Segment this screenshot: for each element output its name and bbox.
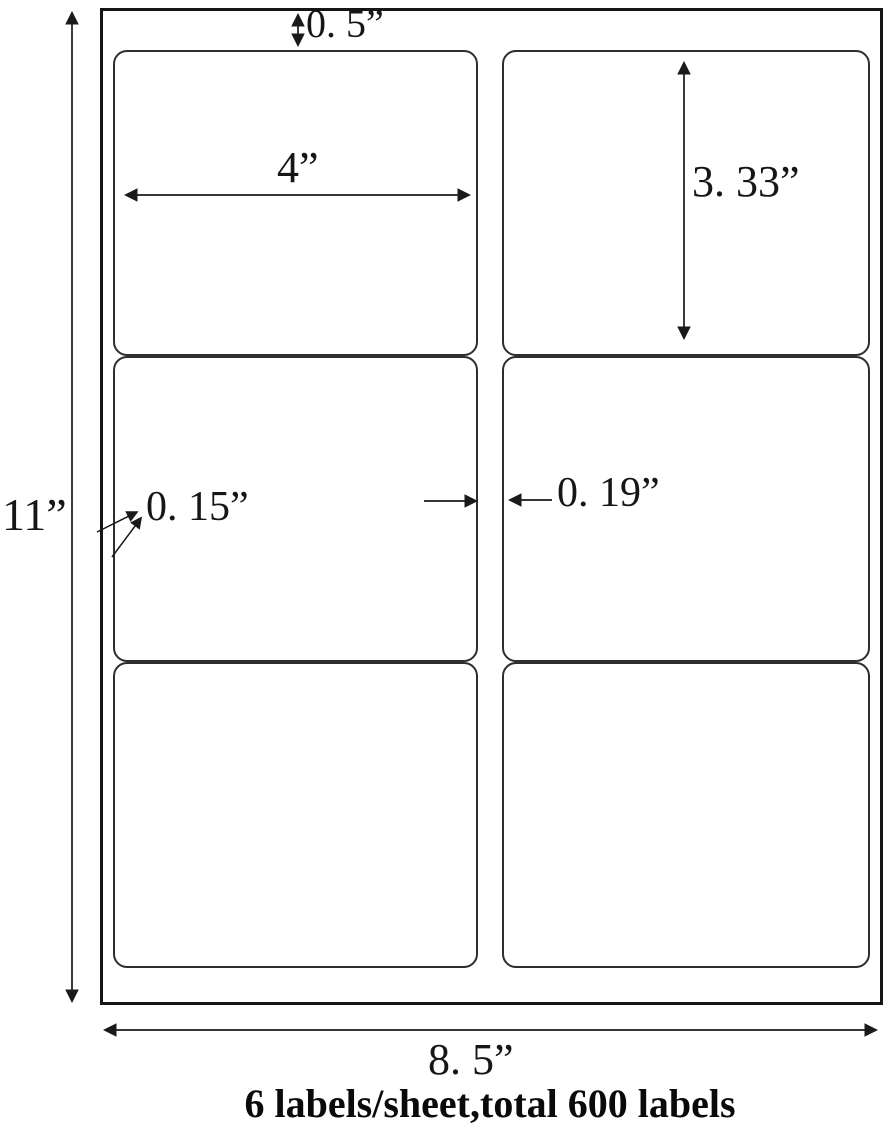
label-cell-r3c2 — [502, 662, 870, 968]
top-margin-value: 0. 5” — [306, 1, 384, 46]
caption: 6 labels/sheet,total 600 labels — [244, 1081, 736, 1126]
label-height-value: 3. 33” — [692, 157, 800, 206]
column-gap-value: 0. 19” — [557, 470, 660, 516]
label-cell-r1c1 — [113, 50, 478, 356]
label-cell-r3c1 — [113, 662, 478, 968]
label-cell-r1c2 — [502, 50, 870, 356]
sheet-height-value: 11” — [2, 489, 67, 540]
sheet-width-value: 8. 5” — [428, 1035, 514, 1084]
label-width-value: 4” — [277, 143, 319, 192]
side-margin-value: 0. 15” — [146, 484, 249, 530]
